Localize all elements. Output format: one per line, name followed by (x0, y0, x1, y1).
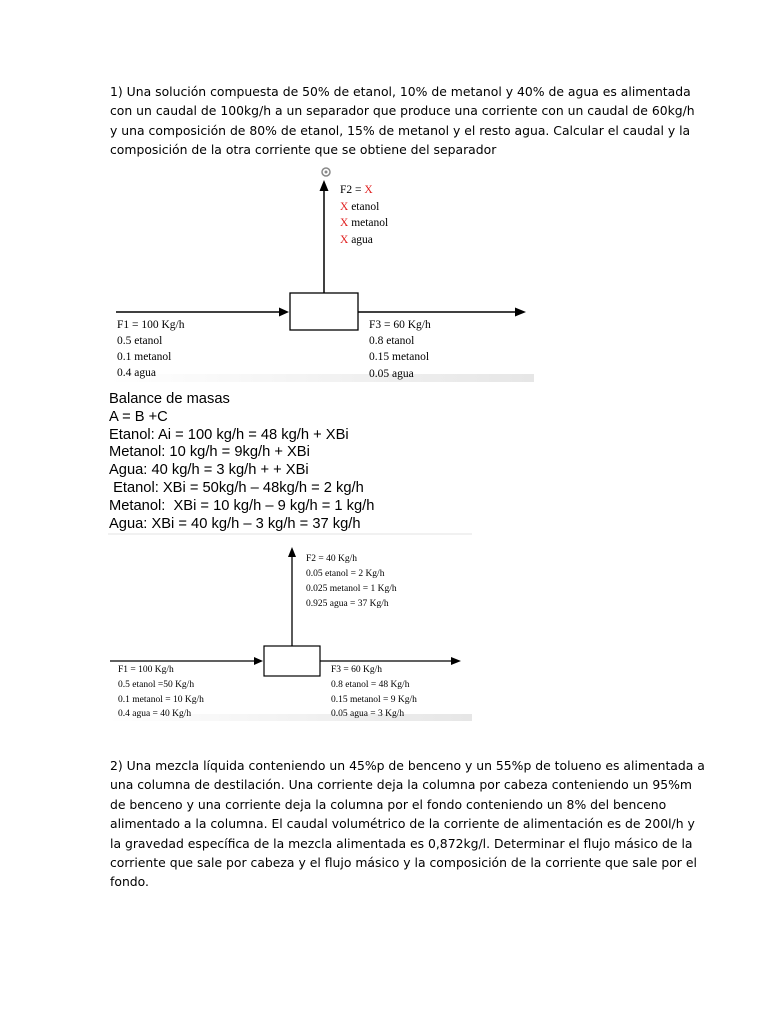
problem-2-line: la gravedad específica de la mezcla alimentada es 0,872kg/l. Determinar el flujo másico de la (110, 835, 693, 851)
f3-metanol: 0.15 metanol (369, 351, 430, 363)
f1-etanol: 0.5 etanol (117, 335, 163, 347)
component: etanol (348, 201, 380, 213)
f3-result: F3 = 60 Kg/h (331, 665, 383, 675)
f3-result-agua: 0.05 agua = 3 Kg/h (331, 709, 405, 719)
f1-result: F1 = 100 Kg/h (118, 665, 174, 675)
f1-metanol: 0.1 metanol (117, 351, 172, 363)
balance-line: Agua: 40 kg/h = 3 kg/h + + XBi (109, 462, 309, 479)
f3-result-etanol: 0.8 etanol = 48 Kg/h (331, 680, 410, 690)
f1-agua: 0.4 agua (117, 367, 156, 379)
problem-2-line: fondo. (110, 874, 149, 890)
unknown-x: X (340, 217, 349, 229)
balance-line: Etanol: Ai = 100 kg/h = 48 kg/h + XBi (109, 426, 349, 443)
problem-1-line: composición de la otra corriente que se obtiene del separador (110, 142, 497, 158)
f1-label: F1 = 100 Kg/h (117, 319, 185, 331)
f2-result-etanol: 0.05 etanol = 2 Kg/h (306, 569, 385, 579)
f2-unknown: X (364, 184, 373, 196)
unknown-x: X (340, 201, 349, 213)
balance-line: Metanol: 10 kg/h = 9kg/h + XBi (109, 444, 310, 461)
f3-label: F3 = 60 Kg/h (369, 319, 431, 331)
f3-etanol: 0.8 etanol (369, 335, 415, 347)
problem-2-line: de benceno y una corriente deja la columna por el fondo conteniendo un 8% del benceno (110, 796, 667, 812)
problem-1-line: con un caudal de 100kg/h a un separador que produce una corriente con un caudal de 60kg/h (110, 103, 695, 119)
problem-2-line: corriente que sale por cabeza y el flujo másico y la composición de la corriente que sale por el (110, 855, 697, 871)
f2-result: F2 = 40 Kg/h (306, 554, 358, 564)
problem-2-line: 2) Una mezcla líquida conteniendo un 45%p de benceno y un 55%p de tolueno es alimentada a (110, 758, 705, 773)
problem-2-text (110, 756, 705, 892)
f1-result-metanol: 0.1 metanol = 10 Kg/h (118, 695, 204, 705)
balance-line: Metanol: XBi = 10 kg/h – 9 kg/h = 1 kg/h (109, 497, 375, 514)
problem-2-line: alimentado a la columna. El caudal volumétrico de la corriente de alimentación es de 200l/h y (110, 816, 695, 832)
problem-2-line: una columna de destilación. Una corriente deja la columna por cabeza conteniendo un 95%m (110, 777, 692, 793)
unknown-x: X (340, 234, 349, 246)
f3-result-metanol: 0.15 metanol = 9 Kg/h (331, 695, 417, 705)
f2-result-metanol: 0.025 metanol = 1 Kg/h (306, 584, 397, 594)
f1-result-agua: 0.4 agua = 40 Kg/h (118, 709, 192, 719)
f2-result-agua: 0.925 agua = 37 Kg/h (306, 599, 389, 609)
problem-1-line: 1) Una solución compuesta de 50% de etanol, 10% de metanol y 40% de agua es alimentada (110, 84, 691, 99)
problem-1-line: y una composición de 80% de etanol, 15% de metanol y el resto agua. Calcular el caudal y la (110, 122, 691, 138)
balance-line: Etanol: XBi = 50kg/h – 48kg/h = 2 kg/h (109, 479, 364, 496)
f3-agua: 0.05 agua (369, 368, 414, 380)
balance-line: Agua: XBi = 40 kg/h – 3 kg/h = 37 kg/h (109, 515, 361, 532)
f2-name: F2 = (340, 184, 365, 196)
component: metanol (348, 217, 389, 229)
component: agua (348, 234, 373, 246)
f1-result-etanol: 0.5 etanol =50 Kg/h (118, 680, 195, 690)
balance-title: Balance de masas (109, 391, 230, 407)
balance-line: A = B +C (109, 408, 168, 425)
